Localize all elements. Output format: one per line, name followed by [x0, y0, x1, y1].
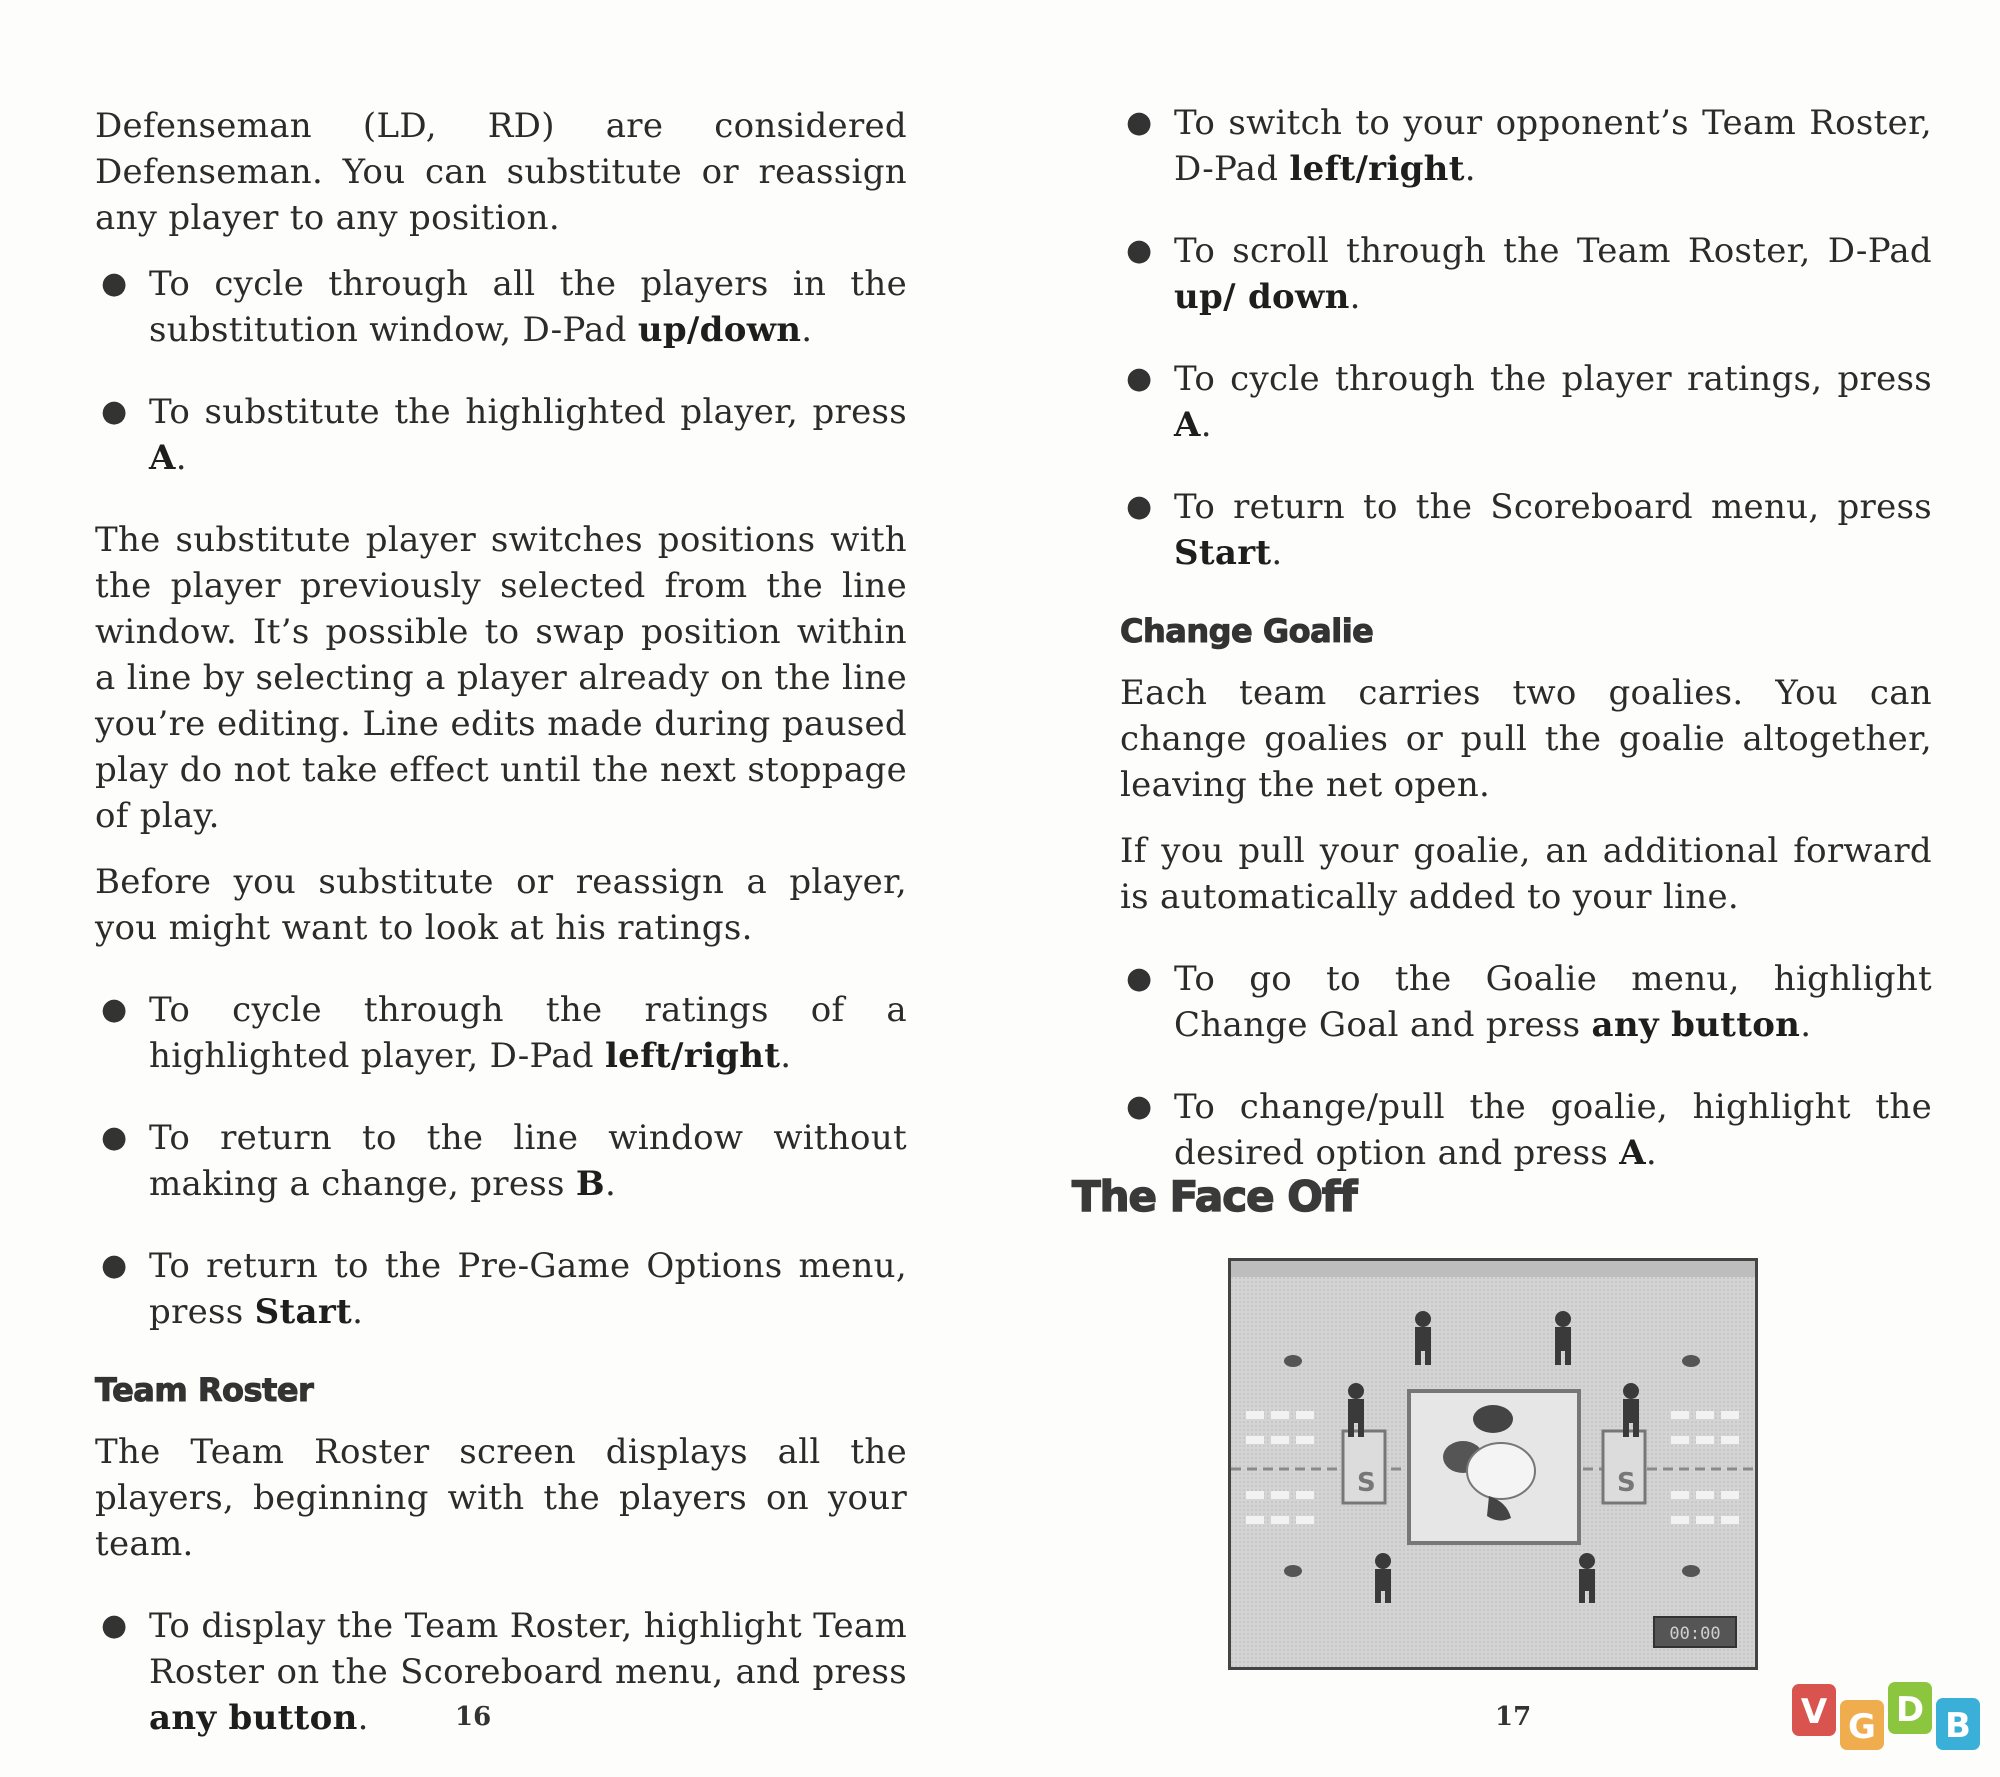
- right-column: [1120, 100, 1932, 1212]
- left-column: [95, 103, 907, 1777]
- svg-text:B: B: [1945, 1706, 1971, 1746]
- bullet-display-roster: ● To display the Team Roster, highlight Team Roster on the Scoreboard menu, and press any button.: [95, 1603, 907, 1741]
- bullet-cycle-ratings: ● To cycle through the ratings of a highlighted player, D-Pad left/right.: [95, 987, 907, 1079]
- s-marking-left: S: [1357, 1468, 1376, 1498]
- bullet-substitute-player: ● To substitute the highlighted player, press A.: [95, 389, 907, 481]
- roster-nav-bullets: [1120, 100, 1932, 576]
- page-number-right: 17: [1495, 1702, 1532, 1732]
- face-off-heading: The Face Off: [1072, 1172, 1357, 1221]
- change-goalie-heading: Change Goalie: [1120, 612, 1374, 650]
- roster-bullets: [95, 1603, 907, 1741]
- bullet-dot-icon: ●: [101, 992, 128, 1027]
- pull-goalie-paragraph: If you pull your goalie, an additional forward is automatically added to your line.: [1120, 831, 1932, 917]
- intro-paragraph: Defenseman (LD, RD) are considered Defenseman. You can substitute or reassign any player to any position.: [95, 106, 907, 238]
- game-clock: 00:00: [1669, 1624, 1721, 1644]
- bullet-dot-icon: ●: [101, 266, 128, 301]
- bullet-dot-icon: ●: [1126, 489, 1153, 524]
- goalies-paragraph: Each team carries two goalies. You can change goalies or pull the goalie altogether, leaving the net open.: [1120, 673, 1932, 805]
- faceoff-dot: [1682, 1565, 1700, 1577]
- page-number-left: 16: [455, 1702, 492, 1732]
- svg-text:D: D: [1895, 1690, 1925, 1730]
- vgdb-watermark: [1790, 1678, 1990, 1753]
- ratings-bullets: [95, 987, 907, 1335]
- bullet-dot-icon: ●: [1126, 1089, 1153, 1124]
- bullet-return-line-window: ● To return to the line window without making a change, press B.: [95, 1115, 907, 1207]
- faceoff-dot: [1284, 1355, 1302, 1367]
- right-page: [1000, 0, 2000, 1768]
- bullet-dot-icon: ●: [1126, 361, 1153, 396]
- bullet-return-pregame: ● To return to the Pre-Game Options menu, press Start.: [95, 1243, 907, 1335]
- bullet-dot-icon: ●: [1126, 105, 1153, 140]
- goalie-bullets: [1120, 956, 1932, 1176]
- s-marking-right: S: [1617, 1468, 1636, 1498]
- roster-paragraph: The Team Roster screen displays all the players, beginning with the players on your team.: [95, 1432, 907, 1564]
- bullet-dot-icon: ●: [1126, 233, 1153, 268]
- vgdb-logo: [1792, 1682, 1980, 1750]
- face-off-screenshot: [1228, 1258, 1758, 1670]
- substitution-bullets: [95, 261, 907, 481]
- left-page: [0, 0, 1000, 1768]
- bullet-dot-icon: ●: [101, 1608, 128, 1643]
- bullet-goalie-menu: ● To go to the Goalie menu, highlight Change Goal and press any button.: [1120, 956, 1932, 1048]
- faceoff-dot: [1284, 1565, 1302, 1577]
- bullet-dot-icon: ●: [101, 394, 128, 429]
- bullet-change-goalie: ● To change/pull the goalie, highlight the desired option and press A.: [1120, 1084, 1932, 1176]
- ratings-paragraph: Before you substitute or reassign a player, you might want to look at his ratings.: [95, 862, 907, 948]
- svg-text:V: V: [1800, 1692, 1828, 1732]
- bullet-dot-icon: ●: [101, 1120, 128, 1155]
- bullet-dot-icon: ●: [101, 1248, 128, 1283]
- bullet-cycle-players: ● To cycle through all the players in the substitution window, D-Pad up/down.: [95, 261, 907, 353]
- substitute-paragraph: The substitute player switches positions with the player previously selected from the line window. It’s possible to swap position within a line by selecting a player already on the line you’re editing. Line edits made during paused play do not take effect until the next stoppage of play.: [95, 520, 907, 836]
- faceoff-dot: [1682, 1355, 1700, 1367]
- svg-text:G: G: [1848, 1707, 1876, 1747]
- bullet-cycle-player-ratings: ● To cycle through the player ratings, press A.: [1120, 356, 1932, 448]
- rink-illustration: [1231, 1261, 1755, 1667]
- rink-boards: [1231, 1261, 1755, 1277]
- bullet-switch-roster: ● To switch to your opponent’s Team Roster, D-Pad left/right.: [1120, 100, 1932, 192]
- bullet-return-scoreboard: ● To return to the Scoreboard menu, press Start.: [1120, 484, 1932, 576]
- team-roster-heading: Team Roster: [95, 1371, 314, 1409]
- bullet-dot-icon: ●: [1126, 961, 1153, 996]
- bullet-scroll-roster: ● To scroll through the Team Roster, D-Pad up/ down.: [1120, 228, 1932, 320]
